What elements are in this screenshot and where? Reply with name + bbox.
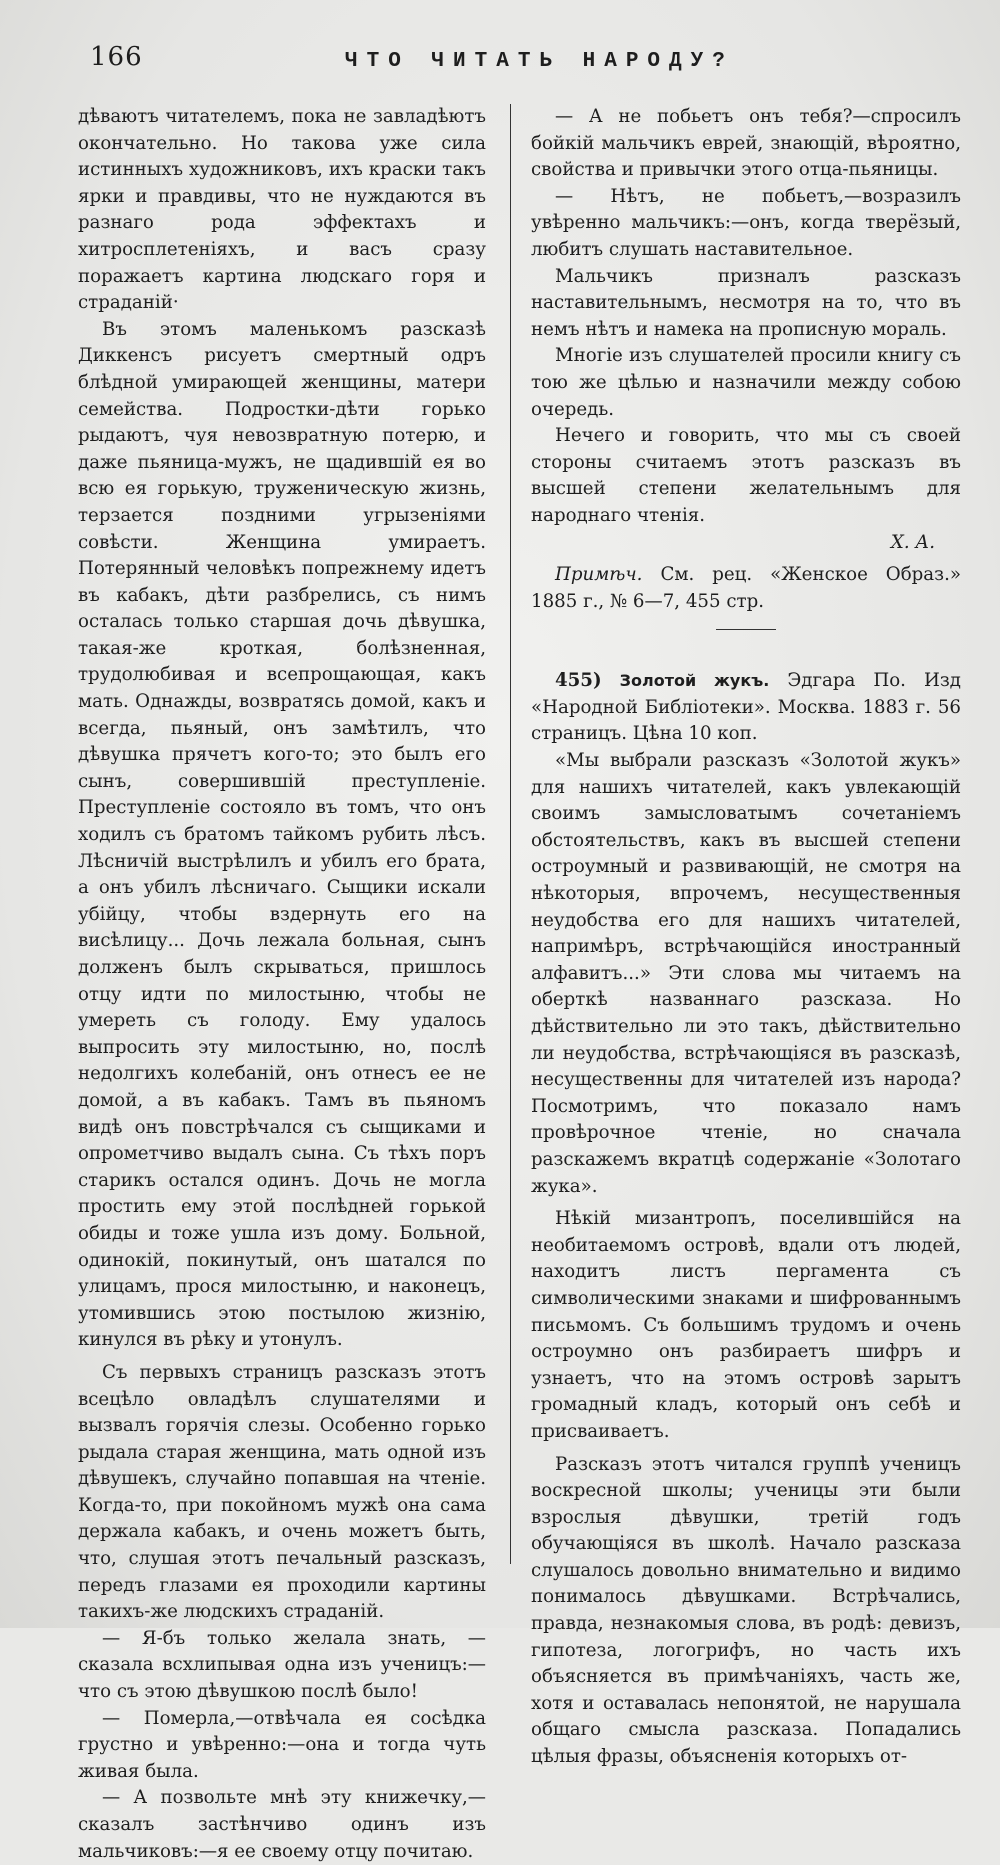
column-divider	[510, 104, 511, 1564]
editor-note	[531, 562, 961, 615]
paragraph: Въ этомъ маленькомъ разсказѣ Диккенсъ рисуетъ смертный одръ блѣдной умирающей женщины, матери семейства. Подростки-дѣти горько рыдаютъ, чуя невозвратную потерю, и даже пьяница-мужъ, не щадившій ея во всю ея горькую, труженическую жизнь, терзается поздними угрызеніями совѣсти. Женщина умираетъ. Потерянный человѣкъ попрежнему идетъ въ кабакъ, дѣти разбрелись, съ нимъ осталась только старшая дочь дѣвушка, такая-же кроткая, болѣзненная, трудолюбивая и всепрощающая, какъ мать. Однажды, возвратясь домой, какъ и всегда, пьяный, онъ замѣтилъ, что дѣвушка прячетъ кого-то; это былъ его сынъ, совершившій преступленіе. Преступленіе состояло въ томъ, что онъ ходилъ съ братомъ тайкомъ рубить лѣсъ. Лѣсничій выстрѣлилъ и убилъ его брата, а онъ убилъ лѣсничаго. Сыщики искали убійцу, чтобы вздернуть его на висѣлицу... Дочь лежала больная, сынъ долженъ былъ скрываться, пришлось отцу идти по милостыню, чтобы не умереть съ голоду. Ему удалось выпросить эту милостыню, но, послѣ недолгихъ колебаній, онъ отнесъ ее не домой, а въ кабакъ. Тамъ въ пьяномъ видѣ онъ повстрѣчался съ сыщиками и опрометчиво выдалъ сына. Съ тѣхъ поръ старикъ остался одинъ. Дочь не могла простить ему этой послѣдней горькой обиды и тоже ушла изъ дому. Больной, одинокій, покинутый, онъ шатался по улицамъ, прося милостыню, и наконецъ, утомившись этою постылою жизнію, кинулся въ рѣку и утонулъ.	[78, 318, 486, 1351]
note-text: См. рец. «Женское Образ.» 1885 г., № 6—7, 455 стр.	[531, 564, 961, 612]
paragraph: Мальчикъ призналъ разсказъ наставительнымъ, несмотря на то, что въ немъ нѣтъ и намека на прописную мораль.	[531, 265, 961, 340]
running-title: ЧТО ЧИТАТЬ НАРОДУ?	[345, 50, 734, 73]
item-number: 455)	[555, 670, 602, 692]
paragraph: «Мы выбрали разсказъ «Золотой жукъ» для нашихъ читателей, какъ увлекающій своимъ замысловатымъ сочетаніемъ обстоятельствъ, какъ въ высшей степени остроумный и развивающій, не смотря на нѣкоторыя, впрочемъ, несущественныя неудобства его для нашихъ читателей, напримѣръ, встрѣчающійся иностранный алфавитъ...» Эти слова мы читаемъ на оберткѣ названнаго разсказа. Но дѣйствительно ли это такъ, дѣйствительно ли неудобства, встрѣчающіяся въ разсказѣ, несущественны для читателей изъ народа? Посмотримъ, что показало намъ провѣрочное чтеніе, но сначала разскажемъ вкратцѣ содержаніе «Золотаго жука».	[531, 750, 961, 1197]
item-intro: Эдгара По. Изд «Народной Библіотеки». Москва. 1883 г. 56 страницъ. Цѣна 10 коп.	[531, 670, 961, 745]
note-label: Примѣч.	[555, 564, 643, 586]
paragraph: дѣваютъ читателемъ, пока не завладѣютъ окончательно. Но такова уже сила истинныхъ художниковъ, ихъ краски такъ ярки и правдивы, что не нуждаются въ разнаго рода эффектахъ и хитросплетеніяхъ, и васъ сразу поражаетъ картина людскаго горя и страданій·	[78, 106, 486, 314]
item-title: Золотой жукъ.	[619, 671, 770, 691]
page-header	[90, 42, 960, 82]
paragraph: — Нѣтъ, не побьетъ,—возразилъ увѣренно мальчикъ:—онъ, когда тверёзый, любитъ слушать наставительное.	[531, 185, 961, 260]
paragraph: Многіе изъ слушателей просили книгу съ тою же цѣлью и назначили между собою очередь.	[531, 345, 961, 420]
paragraph: Нѣкій мизантропъ, поселившійся на необитаемомъ островѣ, вдали отъ людей, находитъ листъ пергамента съ символическими знаками и шифрованнымъ письмомъ. Съ большимъ трудомъ и очень остроумно онъ разбираетъ шифръ и узнаетъ, что на этомъ островѣ зарытъ громадный кладъ, который онъ себѣ и присваиваетъ.	[531, 1208, 961, 1442]
paragraph: Разсказъ этотъ читался группѣ ученицъ воскресной школы; ученицы эти были взрослыя дѣвушки, третій годъ обучающіяся въ школѣ. Начало разсказа слушалось довольно внимательно и видимо понималось дѣвушками. Встрѣчались, правда, незнакомыя слова, въ родѣ: девизъ, гипотеза, логогрифъ, но часть ихъ объясняется въ примѣчаніяхъ, часть же, хотя и оставалась непонятой, не нарушала общаго смысла разсказа. Попадались цѣлыя фразы, объясненія которыхъ от-	[531, 1453, 961, 1768]
section-separator	[716, 629, 776, 630]
paragraph: — Померла,—отвѣчала ея сосѣдка грустно и увѣренно:—она и тогда чуть живая была.	[78, 1707, 486, 1782]
paragraph: — А не побьетъ онъ тебя?—спросилъ бойкій мальчикъ еврей, знающій, вѣроятно, свойства и привычки этого отца-пьяницы.	[531, 106, 961, 181]
left-column	[78, 104, 486, 1865]
paragraph: — А позвольте мнѣ эту книжечку,—сказалъ застѣнчиво одинъ изъ мальчиковъ:—я ее своему отцу почитаю.	[78, 1787, 486, 1862]
review-heading	[531, 668, 961, 748]
right-column	[531, 104, 961, 1771]
page-number: 166	[90, 42, 143, 72]
signature: Х. А.	[890, 531, 935, 553]
paragraph: — Я-бъ только желала знать, — сказала всхлипывая одна изъ ученицъ:—что съ этою дѣвушкою послѣ было!	[78, 1627, 486, 1703]
paragraph: Нечего и говорить, что мы съ своей стороны считаемъ этотъ разсказъ въ высшей степени желательнымъ для народнаго чтенія.	[531, 425, 961, 526]
paragraph: Съ первыхъ страницъ разсказъ этотъ всецѣло овладѣлъ слушателями и вызвалъ горячія слезы. Особенно горько рыдала старая женщина, мать одной изъ дѣвушекъ, случайно попавшая на чтеніе. Когда-то, при покойномъ мужѣ она сама держала кабакъ, и очень можетъ быть, что, слушая этотъ печальный разсказъ, передъ глазами ея проходили картины такихъ-же людскихъ страданій.	[78, 1361, 486, 1623]
